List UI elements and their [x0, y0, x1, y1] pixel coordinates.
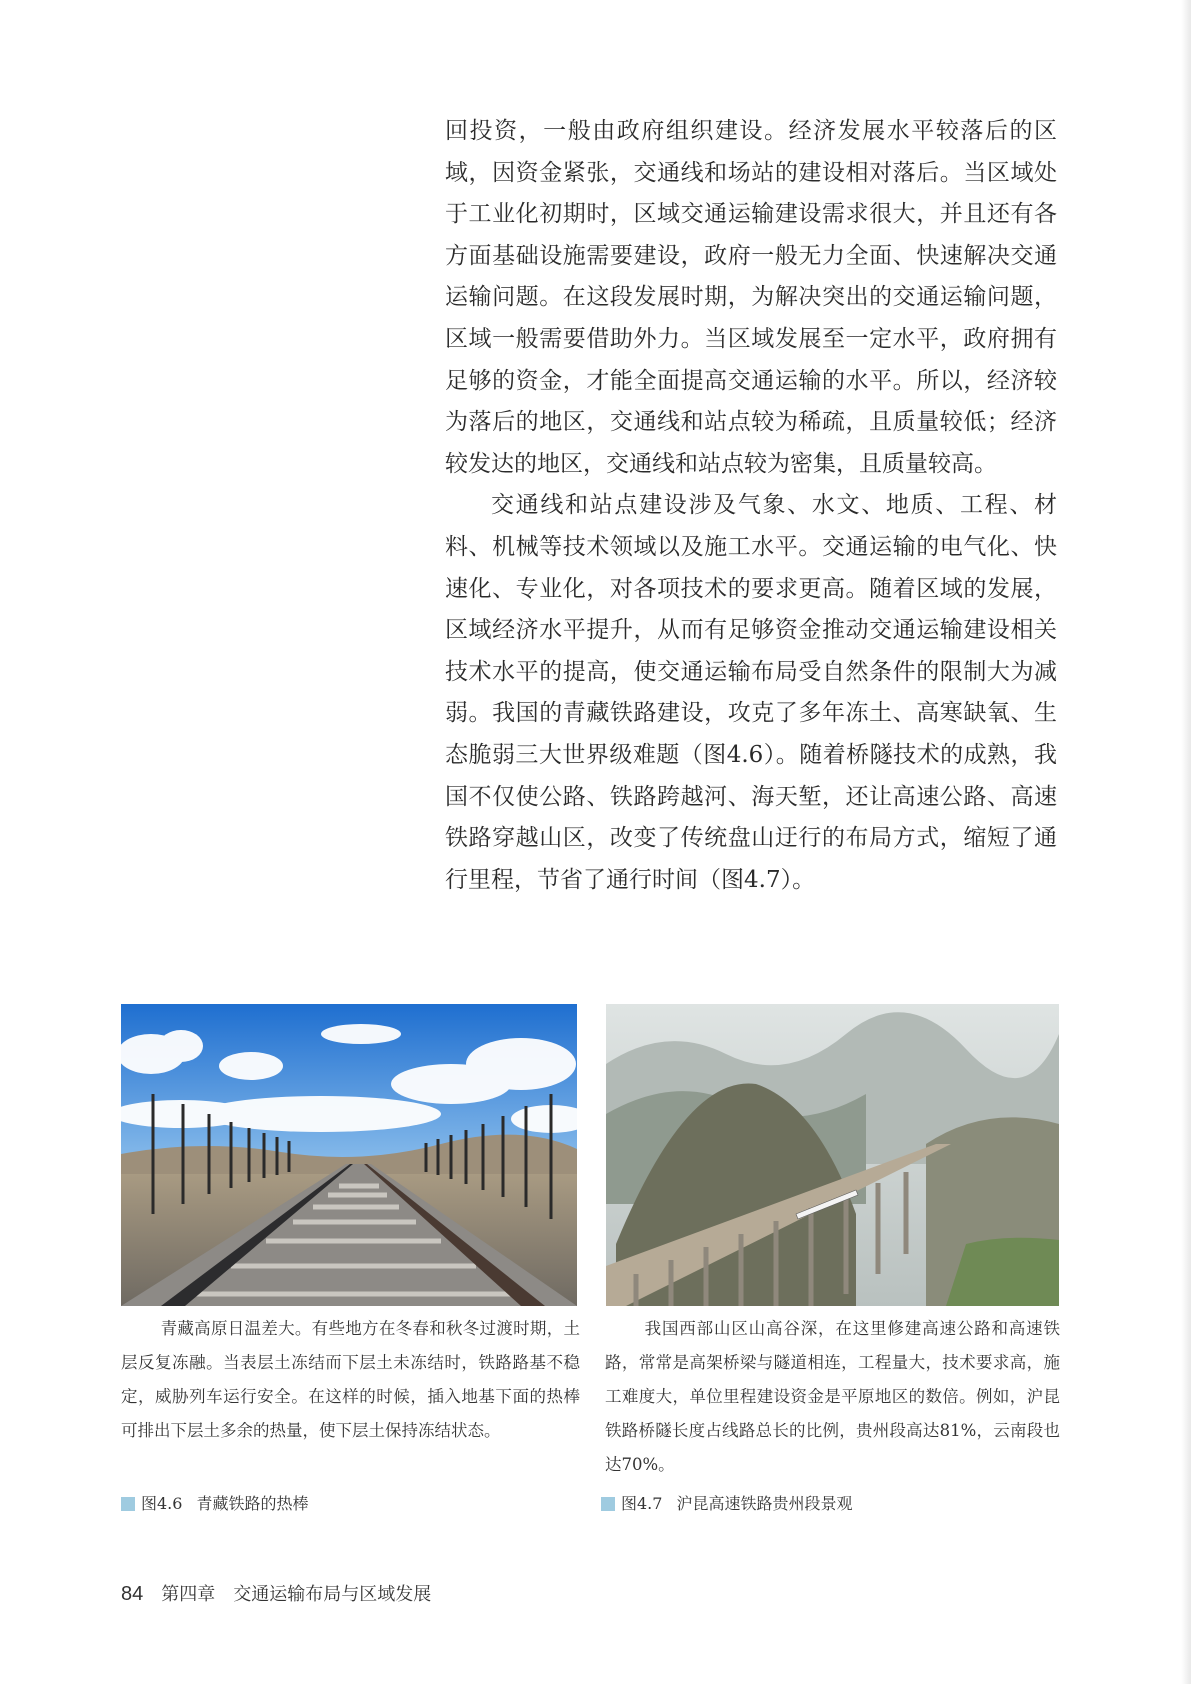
page-edge: [1181, 0, 1191, 1684]
caption-square-icon: [121, 1497, 135, 1511]
chapter-title: 交通运输布局与区域发展: [233, 1584, 432, 1605]
railway-heat-pipe-illustration: [121, 1004, 577, 1306]
viaduct-mountains-illustration: [606, 1004, 1059, 1306]
figure-4-6-note-text: 青藏高原日温差大。有些地方在冬春和秋冬过渡时期，土层反复冻融。当表层土冻结而下层土未冻结时，铁路路基不稳定，威胁列车运行安全。在这样的时候，插入地基下面的热棒可排出下层土多余的热量，使下层土保持冻结状态。: [121, 1319, 580, 1440]
figure-4-7-note: [605, 1312, 1060, 1482]
figure-4-7-caption: [601, 1494, 852, 1514]
figure-4-7-note-text: 我国西部山区山高谷深，在这里修建高速公路和高速铁路，常常是高架桥梁与隧道相连，工程量大，技术要求高，施工难度大，单位里程建设资金是平原地区的数倍。例如，沪昆铁路桥隧长度占线路总长的比例，贵州段高达81%，云南段也达70%。: [605, 1319, 1060, 1474]
body-text: [445, 111, 1057, 901]
figure-4-6-caption: [121, 1494, 308, 1514]
figure-4-6-note: [121, 1312, 580, 1448]
caption-square-icon: [601, 1497, 615, 1511]
figure-4-7-number: 图4.7: [621, 1494, 663, 1513]
figure-4-6-number: 图4.6: [141, 1494, 183, 1513]
chapter-label: 第四章: [161, 1584, 216, 1605]
body-paragraph-2: 交通线和站点建设涉及气象、水文、地质、工程、材料、机械等技术领域以及施工水平。交通运输的电气化、快速化、专业化，对各项技术的要求更高。随着区域的发展，区域经济水平提升，从而有足够资金推动交通运输建设相关技术水平的提高，使交通运输布局受自然条件的限制大为减弱。我国的青藏铁路建设，攻克了多年冻土、高寒缺氧、生态脆弱三大世界级难题（图4.6）。随着桥隧技术的成熟，我国不仅使公路、铁路跨越河、海天堑，还让高速公路、高速铁路穿越山区，改变了传统盘山迂行的布局方式，缩短了通行里程，节省了通行时间（图4.7）。: [445, 492, 1057, 893]
page-number: 84: [121, 1583, 144, 1605]
figure-4-6-title: 青藏铁路的热棒: [196, 1494, 309, 1513]
body-paragraph-1: 回投资，一般由政府组织建设。经济发展水平较落后的区域，因资金紧张，交通线和场站的建设相对落后。当区域处于工业化初期时，区域交通运输建设需求很大，并且还有各方面基础设施需要建设，政府一般无力全面、快速解决交通运输问题。在这段发展时期，为解决突出的交通运输问题，区域一般需要借助外力。当区域发展至一定水平，政府拥有足够的资金，才能全面提高交通运输的水平。所以，经济较为落后的地区，交通线和站点较为稀疏，且质量较低；经济较发达的地区，交通线和站点较为密集，且质量较高。: [445, 118, 1057, 477]
figure-4-7-title: 沪昆高速铁路贵州段景观: [676, 1494, 853, 1513]
figure-4-6-photo: [121, 1004, 577, 1306]
figure-4-7-photo: [606, 1004, 1059, 1306]
page-footer: [121, 1580, 431, 1606]
